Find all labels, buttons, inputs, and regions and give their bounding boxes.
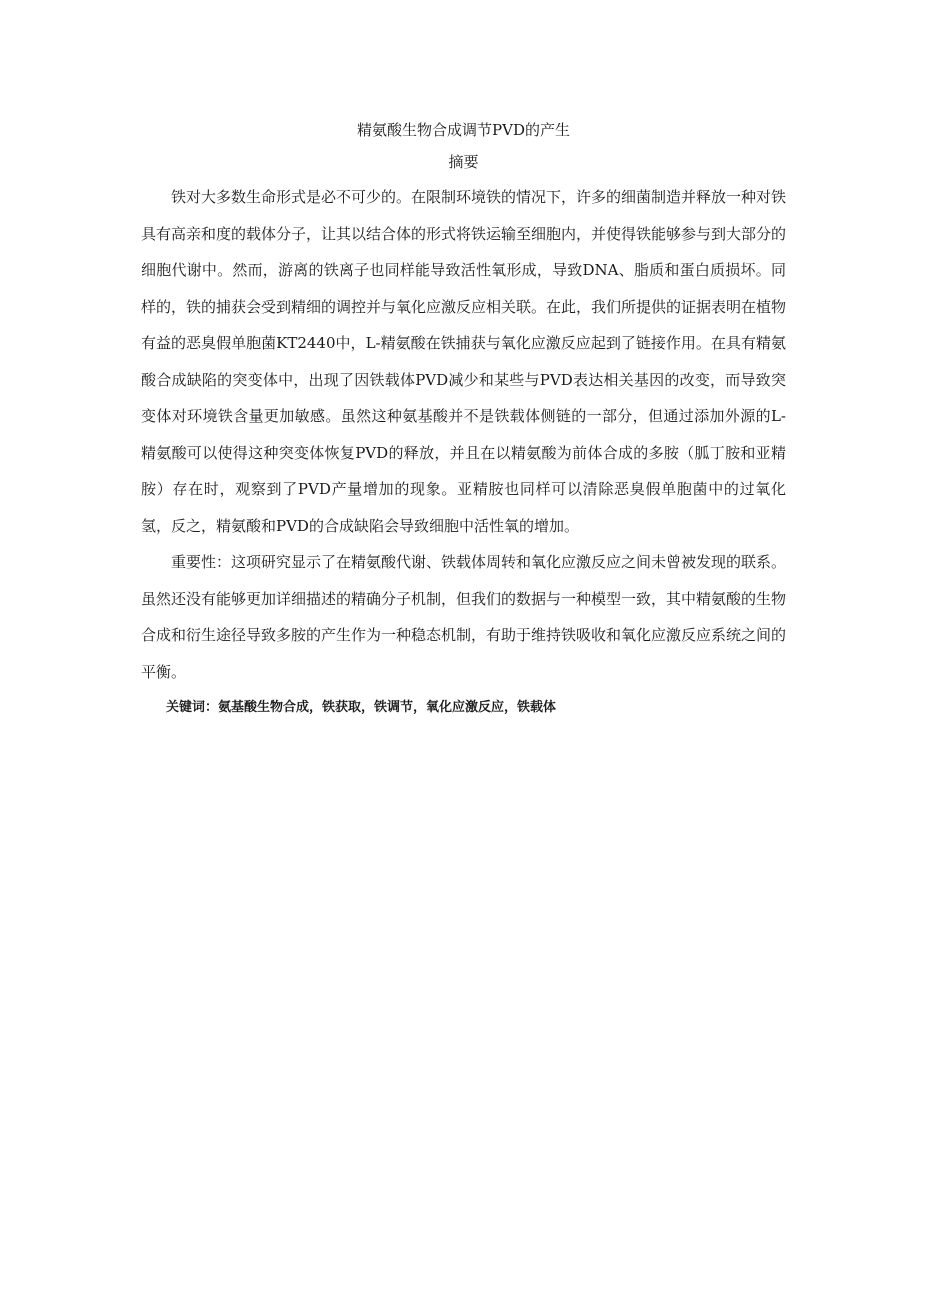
importance-paragraph: 重要性：这项研究显示了在精氨酸代谢、铁载体周转和氧化应激反应之间未曾被发现的联系。虽然还没有能够更加详细描述的精确分子机制，但我们的数据与一种模型一致，其中精氨酸的生物合成和衍生途径导致多胺的产生作为一种稳态机制，有助于维持铁吸收和氧化应激反应系统之间的平衡。	[141, 553, 787, 681]
abstract-paragraph: 铁对大多数生命形式是必不可少的。在限制环境铁的情况下，许多的细菌制造并释放一种对铁具有高亲和度的载体分子，让其以结合体的形式将铁运输至细胞内，并使得铁能够参与到大部分的细胞代谢中。然而，游离的铁离子也同样能导致活性氧形成，导致DNA、脂质和蛋白质损坏。同样的，铁的捕获会受到精细的调控并与氧化应激反应相关联。在此，我们所提供的证据表明在植物有益的恶臭假单胞菌KT2440中，L-精氨酸在铁捕获与氧化应激反应起到了链接作用。在具有精氨酸合成缺陷的突变体中，出现了因铁载体PVD减少和某些与PVD表达相关基因的改变，而导致突变体对环境铁含量更加敏感。虽然这种氨基酸并不是铁载体侧链的一部分，但通过添加外源的L-精氨酸可以使得这种突变体恢复PVD的释放，并且在以精氨酸为前体合成的多胺（胍丁胺和亚精胺）存在时，观察到了PVD产量增加的现象。亚精胺也同样可以清除恶臭假单胞菌中的过氧化氢，反之，精氨酸和PVD的合成缺陷会导致细胞中活性氧的增加。	[141, 188, 787, 535]
abstract-heading: 摘要	[448, 153, 479, 171]
document-title: 精氨酸生物合成调节PVD的产生	[357, 121, 570, 139]
keywords-line: 关键词：氨基酸生物合成，铁获取，铁调节，氧化应激反应，铁载体	[166, 700, 557, 715]
document-body	[141, 118, 786, 720]
